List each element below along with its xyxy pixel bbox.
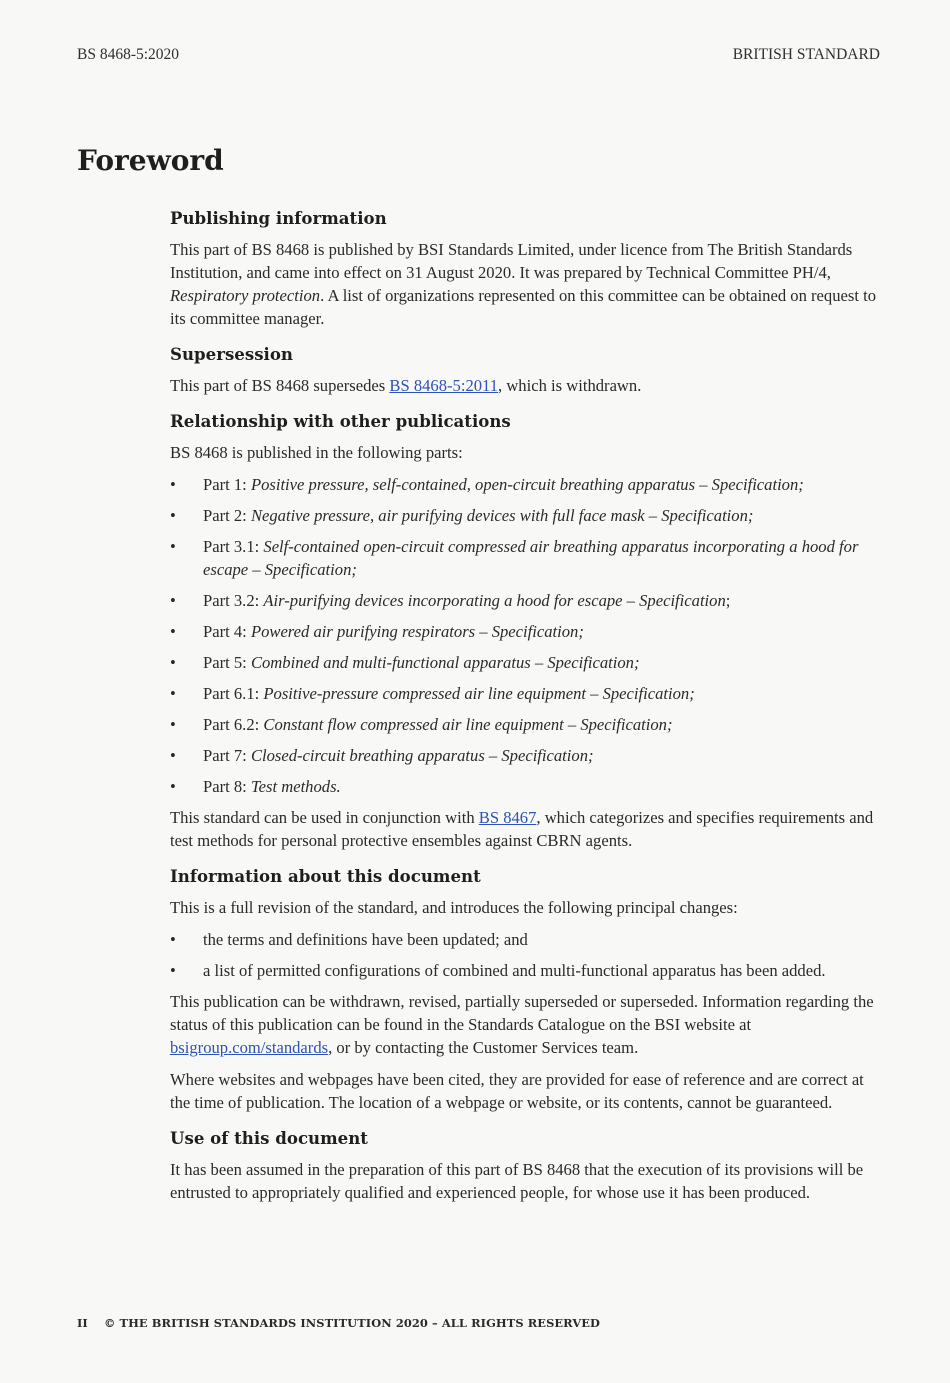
bullet-icon: •: [170, 475, 176, 494]
part-title: Closed-circuit breathing apparatus – Specification;: [250, 746, 594, 765]
part-label: Part 3.1:: [203, 537, 264, 556]
copyright-notice: © THE BRITISH STANDARDS INSTITUTION 2020 – ALL RIGHTS RESERVED: [103, 1316, 601, 1330]
part-list-item: [170, 744, 882, 767]
bullet-icon: •: [170, 715, 176, 734]
part-title: Self-contained open-circuit compressed air breathing apparatus incorporating a hood for escape – Specification;: [203, 537, 859, 579]
page-number: II: [77, 1316, 88, 1330]
bullet-icon: •: [170, 653, 176, 672]
bullet-icon: •: [170, 777, 176, 796]
supersession-text-end: , which is withdrawn.: [498, 376, 642, 395]
status-text-end: , or by contacting the Customer Services team.: [328, 1038, 639, 1057]
publishing-text-start: This part of BS 8468 is published by BSI Standards Limited, under licence from The British Standards Institution, and came into effect on 31 August 2020. It was prepared by Technical Committee PH/4,: [170, 240, 853, 282]
foreword-body: [170, 206, 882, 1204]
info-heading: Information about this document: [170, 866, 481, 886]
bullet-icon: •: [170, 961, 176, 980]
part-title: Positive-pressure compressed air line equipment – Specification;: [263, 684, 695, 703]
publishing-text-end: . A list of organizations represented on this committee can be obtained on request to its committee manager.: [170, 286, 876, 328]
bullet-icon: •: [170, 930, 176, 949]
part-list-item: [170, 651, 882, 674]
relationship-intro: BS 8468 is published in the following parts:: [170, 443, 463, 462]
header-standard-label: BRITISH STANDARD: [732, 46, 880, 63]
header-document-number: BS 8468-5:2020: [77, 46, 180, 63]
part-label: Part 3.2:: [203, 591, 264, 610]
bullet-icon: •: [170, 684, 176, 703]
bullet-icon: •: [170, 622, 176, 641]
use-paragraph: It has been assumed in the preparation of this part of BS 8468 that the execution of its provisions will be entrusted to appropriately qualified and experienced people, for whose use it has been produced.: [170, 1160, 864, 1202]
info-intro: This is a full revision of the standard, and introduces the following principal changes:: [170, 898, 738, 917]
bullet-icon: •: [170, 746, 176, 765]
change-text: the terms and definitions have been updated; and: [203, 930, 528, 949]
part-title: Powered air purifying respirators – Specification;: [250, 622, 584, 641]
part-label: Part 4:: [203, 622, 251, 641]
conjunction-text-end: , which categorizes and specifies requirements and test methods for personal protective ensembles against CBRN agents.: [170, 808, 874, 850]
part-list-item: [170, 713, 882, 736]
change-list-item: [170, 959, 882, 982]
parts-list: [170, 473, 882, 798]
part-label: Part 7:: [203, 746, 251, 765]
part-label: Part 8:: [203, 777, 251, 796]
superseded-standard-link[interactable]: BS 8468-5:2011: [389, 376, 499, 395]
change-text: a list of permitted configurations of combined and multi-functional apparatus has been added.: [203, 961, 826, 980]
page-footer: [77, 1316, 600, 1330]
part-list-item: [170, 589, 882, 612]
part-list-item: [170, 504, 882, 527]
part-list-item: [170, 775, 882, 798]
websites-paragraph: Where websites and webpages have been cited, they are provided for ease of reference and are correct at the time of publication. The location of a webpage or website, or its contents, cannot be guaranteed.: [170, 1070, 864, 1112]
part-label: Part 2:: [203, 506, 251, 525]
part-label: Part 5:: [203, 653, 251, 672]
publishing-heading: Publishing information: [170, 208, 387, 228]
part-list-item: [170, 535, 882, 581]
supersession-paragraph: [170, 374, 882, 397]
part-title: Positive pressure, self-contained, open-circuit breathing apparatus – Specification;: [250, 475, 804, 494]
conjunction-paragraph: [170, 806, 882, 852]
status-paragraph: [170, 990, 882, 1059]
supersession-text-start: This part of BS 8468 supersedes: [170, 376, 390, 395]
part-label: Part 6.1:: [203, 684, 264, 703]
publishing-paragraph: [170, 238, 882, 330]
part-list-item: [170, 620, 882, 643]
part-title: Test methods.: [250, 777, 341, 796]
part-title: Air-purifying devices incorporating a hood for escape – Specification: [263, 591, 726, 610]
bullet-icon: •: [170, 537, 176, 556]
changes-list: [170, 928, 882, 982]
part-title: Constant flow compressed air line equipment – Specification;: [263, 715, 673, 734]
part-title: Combined and multi-functional apparatus – Specification;: [250, 653, 640, 672]
status-text-start: This publication can be withdrawn, revised, partially superseded or superseded. Information regarding the status of this publication can be found in the Standards Catalogue on the BSI website at: [170, 992, 874, 1034]
bullet-icon: •: [170, 591, 176, 610]
conjunction-text-start: This standard can be used in conjunction with: [170, 808, 479, 827]
part-tail: ;: [725, 591, 731, 610]
page-title: Foreword: [77, 144, 224, 177]
supersession-heading: Supersession: [170, 344, 293, 364]
bsi-standards-link[interactable]: bsigroup.com/standards: [170, 1038, 329, 1057]
change-list-item: [170, 928, 882, 951]
part-list-item: [170, 473, 882, 496]
part-title: Negative pressure, air purifying devices with full face mask – Specification;: [250, 506, 754, 525]
part-label: Part 6.2:: [203, 715, 264, 734]
relationship-heading: Relationship with other publications: [170, 411, 511, 431]
bs-8467-link[interactable]: BS 8467: [478, 808, 537, 827]
part-list-item: [170, 682, 882, 705]
committee-name: Respiratory protection: [170, 286, 321, 305]
part-label: Part 1:: [203, 475, 251, 494]
running-header: [77, 46, 880, 64]
bullet-icon: •: [170, 506, 176, 525]
use-heading: Use of this document: [170, 1128, 368, 1148]
